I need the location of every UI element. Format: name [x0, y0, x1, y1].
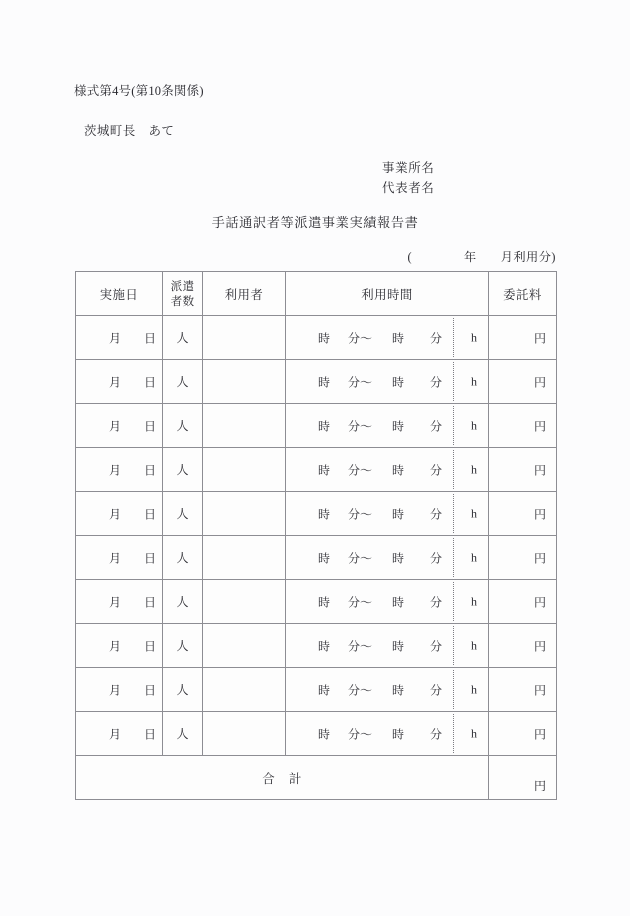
row-month-unit: 月	[109, 331, 122, 345]
row-day-unit: 日	[144, 507, 157, 521]
row-end-minute-unit: 分	[430, 463, 443, 477]
row-hours-unit: h	[471, 374, 477, 388]
row-hours-unit: h	[471, 726, 477, 740]
row-end-minute-unit: 分	[430, 507, 443, 521]
row-fee-cell[interactable]	[489, 492, 557, 536]
row-month-unit: 月	[109, 727, 122, 741]
row-day-unit: 日	[144, 419, 157, 433]
row-day-unit: 日	[144, 595, 157, 609]
row-yen-unit: 円	[533, 331, 546, 345]
row-user-cell[interactable]	[203, 536, 286, 580]
period-month-suffix: 月利用分)	[500, 250, 556, 264]
row-end-minute-unit: 分	[430, 595, 443, 609]
row-person-unit: 人	[176, 595, 189, 609]
row-start-minute-unit: 分〜	[348, 727, 373, 741]
row-date-cell[interactable]	[76, 492, 163, 536]
row-end-hour-unit: 時	[392, 463, 405, 477]
row-hours-unit: h	[471, 638, 477, 652]
row-end-minute-unit: 分	[430, 727, 443, 741]
representative-name-label: 代表者名	[382, 181, 435, 195]
row-day-unit: 日	[144, 331, 157, 345]
row-date-cell[interactable]	[76, 712, 163, 756]
total-label-cell	[76, 756, 489, 800]
row-end-minute-unit: 分	[430, 375, 443, 389]
row-yen-unit: 円	[533, 595, 546, 609]
table-row	[76, 448, 557, 492]
row-dispatch-count-cell[interactable]	[163, 316, 203, 360]
row-dispatch-count-cell[interactable]	[163, 404, 203, 448]
header-usage-time: 利用時間	[286, 272, 489, 316]
row-fee-cell[interactable]	[489, 624, 557, 668]
row-month-unit: 月	[109, 463, 122, 477]
table-body	[76, 316, 557, 756]
row-hours-unit: h	[471, 550, 477, 564]
row-person-unit: 人	[176, 331, 189, 345]
row-usage-time-cell[interactable]	[286, 448, 489, 492]
row-end-minute-unit: 分	[430, 639, 443, 653]
row-day-unit: 日	[144, 727, 157, 741]
row-usage-time-cell[interactable]	[286, 580, 489, 624]
row-hours-unit: h	[471, 462, 477, 476]
row-date-cell[interactable]	[76, 316, 163, 360]
organization-block	[382, 158, 434, 198]
row-date-cell[interactable]	[76, 624, 163, 668]
row-start-hour-unit: 時	[318, 375, 331, 389]
usage-period-line	[407, 248, 556, 265]
row-yen-unit: 円	[533, 727, 546, 741]
row-fee-cell[interactable]	[489, 712, 557, 756]
row-date-cell[interactable]	[76, 404, 163, 448]
row-person-unit: 人	[176, 507, 189, 521]
row-month-unit: 月	[109, 639, 122, 653]
row-hours-unit: h	[471, 506, 477, 520]
row-hours-unit: h	[471, 418, 477, 432]
row-start-minute-unit: 分〜	[348, 419, 373, 433]
row-start-hour-unit: 時	[318, 595, 331, 609]
row-start-hour-unit: 時	[318, 727, 331, 741]
row-user-cell[interactable]	[203, 580, 286, 624]
row-fee-cell[interactable]	[489, 580, 557, 624]
header-dispatch-count	[163, 272, 203, 316]
row-day-unit: 日	[144, 463, 157, 477]
row-usage-time-cell[interactable]	[286, 404, 489, 448]
row-end-hour-unit: 時	[392, 331, 405, 345]
row-yen-unit: 円	[533, 639, 546, 653]
row-time-dotted-divider	[453, 450, 454, 489]
row-time-dotted-divider	[453, 582, 454, 621]
row-month-unit: 月	[109, 507, 122, 521]
period-open-paren: (	[407, 250, 412, 264]
table-row	[76, 624, 557, 668]
total-label-part2: 計	[289, 771, 302, 786]
table-row	[76, 668, 557, 712]
row-usage-time-cell[interactable]	[286, 624, 489, 668]
row-yen-unit: 円	[533, 551, 546, 565]
table-header-row	[76, 272, 557, 316]
row-end-hour-unit: 時	[392, 507, 405, 521]
row-dispatch-count-cell[interactable]	[163, 712, 203, 756]
row-user-cell[interactable]	[203, 668, 286, 712]
row-user-cell[interactable]	[203, 448, 286, 492]
period-year-unit: 年	[464, 250, 477, 264]
row-fee-cell[interactable]	[489, 536, 557, 580]
row-date-cell[interactable]	[76, 536, 163, 580]
row-person-unit: 人	[176, 419, 189, 433]
row-month-unit: 月	[109, 551, 122, 565]
row-end-hour-unit: 時	[392, 375, 405, 389]
row-start-hour-unit: 時	[318, 507, 331, 521]
row-fee-cell[interactable]	[489, 404, 557, 448]
row-start-hour-unit: 時	[318, 331, 331, 345]
row-dispatch-count-cell[interactable]	[163, 448, 203, 492]
row-start-hour-unit: 時	[318, 551, 331, 565]
row-end-hour-unit: 時	[392, 419, 405, 433]
row-end-hour-unit: 時	[392, 727, 405, 741]
row-time-dotted-divider	[453, 362, 454, 401]
addressee-line: 茨城町長 あて	[84, 124, 175, 138]
row-start-hour-unit: 時	[318, 463, 331, 477]
row-time-dotted-divider	[453, 318, 454, 357]
row-yen-unit: 円	[533, 463, 546, 477]
row-yen-unit: 円	[533, 375, 546, 389]
row-time-dotted-divider	[453, 494, 454, 533]
page-title: 手話通訳者等派遣事業実績報告書	[211, 215, 419, 230]
row-person-unit: 人	[176, 683, 189, 697]
row-person-unit: 人	[176, 375, 189, 389]
table-row	[76, 580, 557, 624]
form-number: 様式第4号(第10条関係)	[74, 84, 204, 98]
row-hours-unit: h	[471, 682, 477, 696]
row-end-hour-unit: 時	[392, 551, 405, 565]
row-usage-time-cell[interactable]	[286, 536, 489, 580]
row-date-cell[interactable]	[76, 360, 163, 404]
row-person-unit: 人	[176, 551, 189, 565]
row-end-minute-unit: 分	[430, 331, 443, 345]
row-dispatch-count-cell[interactable]	[163, 668, 203, 712]
row-user-cell[interactable]	[203, 316, 286, 360]
table-row	[76, 536, 557, 580]
row-start-minute-unit: 分〜	[348, 331, 373, 345]
row-yen-unit: 円	[533, 683, 546, 697]
row-month-unit: 月	[109, 419, 122, 433]
row-fee-cell[interactable]	[489, 448, 557, 492]
row-day-unit: 日	[144, 551, 157, 565]
row-end-hour-unit: 時	[392, 639, 405, 653]
table-row	[76, 404, 557, 448]
header-commission-fee: 委託料	[489, 272, 557, 316]
row-usage-time-cell[interactable]	[286, 668, 489, 712]
row-start-minute-unit: 分〜	[348, 595, 373, 609]
row-day-unit: 日	[144, 375, 157, 389]
row-date-cell[interactable]	[76, 668, 163, 712]
row-start-hour-unit: 時	[318, 639, 331, 653]
table-row	[76, 360, 557, 404]
row-dispatch-count-cell[interactable]	[163, 492, 203, 536]
total-yen-unit: 円	[533, 779, 546, 793]
row-date-cell[interactable]	[76, 580, 163, 624]
row-usage-time-cell[interactable]	[286, 360, 489, 404]
row-time-dotted-divider	[453, 670, 454, 709]
row-person-unit: 人	[176, 727, 189, 741]
row-start-hour-unit: 時	[318, 419, 331, 433]
row-date-cell[interactable]	[76, 448, 163, 492]
row-start-minute-unit: 分〜	[348, 507, 373, 521]
total-fee-cell[interactable]	[489, 756, 557, 800]
row-yen-unit: 円	[533, 507, 546, 521]
row-start-hour-unit: 時	[318, 683, 331, 697]
row-usage-time-cell[interactable]	[286, 492, 489, 536]
row-time-dotted-divider	[453, 714, 454, 753]
row-day-unit: 日	[144, 639, 157, 653]
row-user-cell[interactable]	[203, 404, 286, 448]
performance-report-table	[75, 271, 557, 800]
table-row	[76, 492, 557, 536]
row-day-unit: 日	[144, 683, 157, 697]
row-hours-unit: h	[471, 330, 477, 344]
row-start-minute-unit: 分〜	[348, 683, 373, 697]
row-month-unit: 月	[109, 375, 122, 389]
row-user-cell[interactable]	[203, 712, 286, 756]
row-usage-time-cell[interactable]	[286, 316, 489, 360]
row-time-dotted-divider	[453, 626, 454, 665]
header-dispatch-count-line2: 者数	[170, 294, 195, 308]
row-dispatch-count-cell[interactable]	[163, 360, 203, 404]
row-user-cell[interactable]	[203, 492, 286, 536]
row-start-minute-unit: 分〜	[348, 375, 373, 389]
row-hours-unit: h	[471, 594, 477, 608]
header-user: 利用者	[203, 272, 286, 316]
row-time-dotted-divider	[453, 538, 454, 577]
header-date: 実施日	[76, 272, 163, 316]
row-usage-time-cell[interactable]	[286, 712, 489, 756]
office-name-label: 事業所名	[382, 161, 435, 175]
row-person-unit: 人	[176, 463, 189, 477]
row-end-hour-unit: 時	[392, 683, 405, 697]
row-fee-cell[interactable]	[489, 668, 557, 712]
header-dispatch-count-line1: 派遣	[170, 279, 195, 293]
row-fee-cell[interactable]	[489, 316, 557, 360]
total-label-part1: 合	[262, 771, 275, 786]
row-dispatch-count-cell[interactable]	[163, 624, 203, 668]
table-row	[76, 316, 557, 360]
row-dispatch-count-cell[interactable]	[163, 580, 203, 624]
row-month-unit: 月	[109, 683, 122, 697]
row-fee-cell[interactable]	[489, 360, 557, 404]
row-start-minute-unit: 分〜	[348, 551, 373, 565]
row-end-minute-unit: 分	[430, 683, 443, 697]
row-month-unit: 月	[109, 595, 122, 609]
row-time-dotted-divider	[453, 406, 454, 445]
row-person-unit: 人	[176, 639, 189, 653]
row-end-minute-unit: 分	[430, 419, 443, 433]
row-start-minute-unit: 分〜	[348, 463, 373, 477]
row-yen-unit: 円	[533, 419, 546, 433]
row-user-cell[interactable]	[203, 624, 286, 668]
table-total-row	[76, 756, 557, 800]
row-end-hour-unit: 時	[392, 595, 405, 609]
row-dispatch-count-cell[interactable]	[163, 536, 203, 580]
table-row	[76, 712, 557, 756]
row-end-minute-unit: 分	[430, 551, 443, 565]
row-user-cell[interactable]	[203, 360, 286, 404]
row-start-minute-unit: 分〜	[348, 639, 373, 653]
